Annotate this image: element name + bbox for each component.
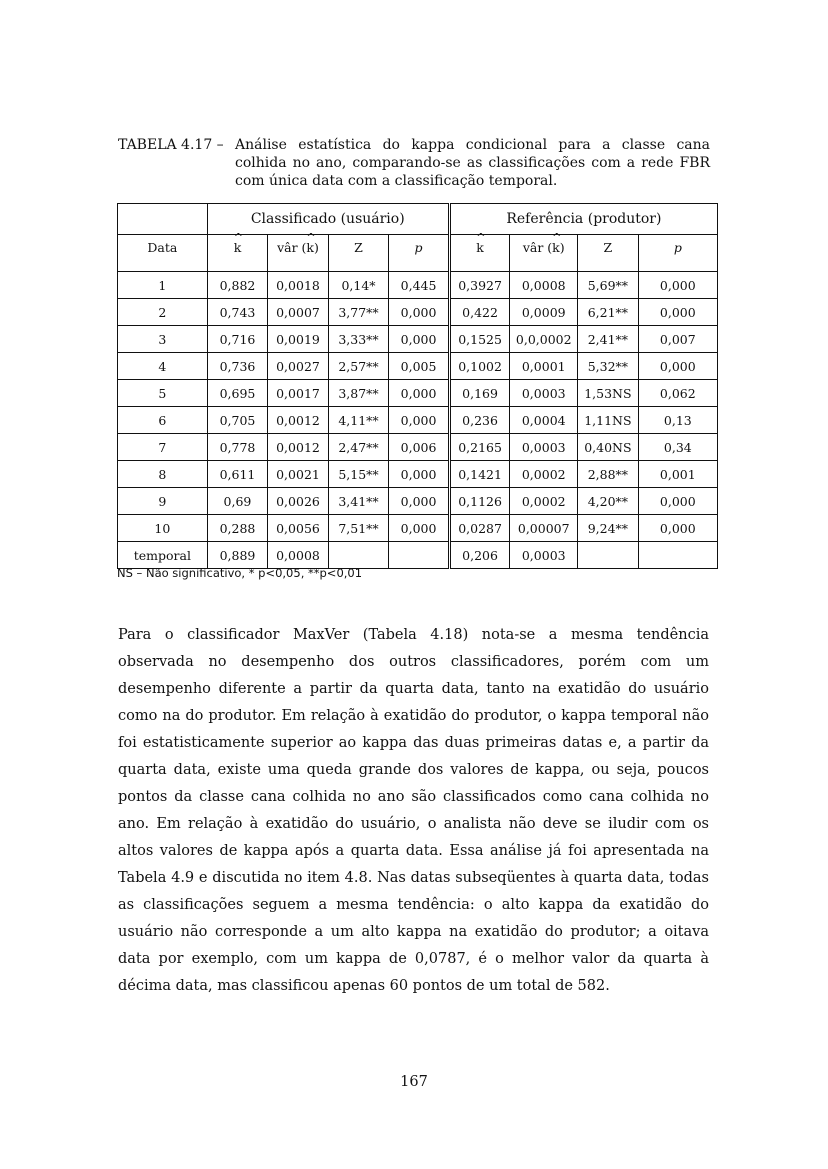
table-cell: 3,87** [328,380,389,407]
table-body [118,272,718,569]
table-cell: 8 [118,461,208,488]
table-cell: 0,236 [449,407,510,434]
table-cell: 0,000 [389,299,450,326]
table-row [118,380,718,407]
table-cell: 0,1525 [449,326,510,353]
table-cell: 0,0008 [510,272,578,299]
table-cell: 0,000 [638,353,717,380]
table-cell: 0,0009 [510,299,578,326]
body-paragraph: Para o classificador MaxVer (Tabela 4.18) nota-se a mesma tendência observada no desempenho dos outros classificadores, porém com um desempenho diferente a partir da quarta data, tanto na exatidão do usuário como na do produtor. Em relação à exatidão do produtor, o kappa temporal não foi estatisticamente superior ao kappa das duas primeiras datas e, a partir da quarta data, existe uma queda grande dos valores de kappa, ou seja, poucos pontos da classe cana colhida no ano são classificados como cana colhida no ano. Em relação à exatidão do usuário, o analista não deve se iludir com os altos valores de kappa após a quarta data. Essa análise já foi apresentada na Tabela 4.9 e discutida no item 4.8. Nas datas subseqüentes à quarta data, todas as classificações seguem a mesma tendência: o alto kappa da exatidão do usuário não corresponde a um alto kappa na exatidão do produtor; a oitava data por exemplo, com um kappa de 0,0787, é o melhor valor da quarta à décima data, mas classificou apenas 60 pontos de um total de 582. [118,627,709,994]
group-header-producer: Referência (produtor) [449,204,717,235]
table-cell: 3 [118,326,208,353]
table-cell: 0,14* [328,272,389,299]
table-cell: 0,0003 [510,380,578,407]
table-cell [638,542,717,569]
table-cell: 0,0287 [449,515,510,542]
table-row [118,515,718,542]
table-cell: 1,11NS [578,407,639,434]
table-cell: 0,40NS [578,434,639,461]
table-row [118,353,718,380]
table-cell: 0,001 [638,461,717,488]
table-caption-label: TABELA 4.17 – [118,137,224,153]
table-column-header-row [118,235,718,272]
table-row [118,488,718,515]
table-cell: 0,000 [389,515,450,542]
col-header-kappa-producer [449,235,510,272]
table-cell: 0,889 [207,542,268,569]
table-cell: 0,0004 [510,407,578,434]
table-cell: 0,0003 [510,434,578,461]
table-cell: 0,000 [389,326,450,353]
table-cell: 0,0002 [510,461,578,488]
var-label: vâr (^ k) [523,240,565,255]
table-cell: 0,000 [638,515,717,542]
table-cell: 9,24** [578,515,639,542]
kappa-hat-symbol: ^ k [234,240,242,255]
table-row [118,461,718,488]
table-cell: 2,47** [328,434,389,461]
table-cell: 0,000 [389,488,450,515]
table-cell: 0,288 [207,515,268,542]
table-cell: 0,000 [389,380,450,407]
table-cell: 10 [118,515,208,542]
table-cell: 0,0003 [510,542,578,569]
table-row [118,272,718,299]
table-cell: temporal [118,542,208,569]
table-cell [578,542,639,569]
table-cell: 0,34 [638,434,717,461]
table-cell: 0,00007 [510,515,578,542]
table-cell: 0,882 [207,272,268,299]
table-cell: 5 [118,380,208,407]
table-cell: 3,33** [328,326,389,353]
table-caption [118,136,710,190]
page-number: 167 [400,1074,428,1090]
col-header-p-producer: p [638,235,717,272]
table-cell: 0,0002 [510,488,578,515]
table-cell: 0,0007 [268,299,329,326]
table-cell: 0,445 [389,272,450,299]
table-cell: 0,1126 [449,488,510,515]
table-cell: 5,15** [328,461,389,488]
table-footnote: NS – Não significativo, * p<0,05, **p<0,01 [117,566,363,580]
kappa-table [117,203,718,569]
table-cell: 0,0012 [268,434,329,461]
table-cell: 0,716 [207,326,268,353]
table-cell: 0,000 [389,461,450,488]
table-cell: 1 [118,272,208,299]
var-label: vâr (^ k) [277,240,319,255]
table-cell: 0,0,0002 [510,326,578,353]
table-cell: 0,695 [207,380,268,407]
table-cell: 0,206 [449,542,510,569]
table-cell: 4,11** [328,407,389,434]
table-row [118,299,718,326]
table-group-header-row [118,204,718,235]
table-cell: 0,0027 [268,353,329,380]
table-cell: 0,006 [389,434,450,461]
table-cell: 0,3927 [449,272,510,299]
table-cell: 0,705 [207,407,268,434]
table-cell: 0,000 [389,407,450,434]
col-header-var-producer [510,235,578,272]
table-cell: 0,13 [638,407,717,434]
table-cell: 9 [118,488,208,515]
table-cell: 2,57** [328,353,389,380]
table-cell: 7,51** [328,515,389,542]
col-header-var-user [268,235,329,272]
table-row [118,542,718,569]
table-corner-cell [118,204,208,235]
table-cell: 0,0021 [268,461,329,488]
col-header-data: Data [118,235,208,272]
table-cell: 0,007 [638,326,717,353]
table-cell: 0,000 [638,299,717,326]
table-cell: 0,0026 [268,488,329,515]
table-cell: 0,0008 [268,542,329,569]
col-header-z-producer: Z [578,235,639,272]
table-cell: 0,0012 [268,407,329,434]
table-cell: 3,41** [328,488,389,515]
table-cell: 4 [118,353,208,380]
table-cell: 4,20** [578,488,639,515]
table-cell: 0,2165 [449,434,510,461]
table-cell: 0,000 [638,488,717,515]
kappa-hat-symbol: ^ k [306,240,314,255]
table-cell: 0,1421 [449,461,510,488]
col-header-kappa-user [207,235,268,272]
table-cell: 3,77** [328,299,389,326]
table-cell: 0,778 [207,434,268,461]
table-cell: 0,611 [207,461,268,488]
table-cell: 0,743 [207,299,268,326]
table-cell: 1,53NS [578,380,639,407]
table-row [118,326,718,353]
table-cell: 0,422 [449,299,510,326]
table-cell: 0,000 [638,272,717,299]
table-cell: 2 [118,299,208,326]
table-row [118,434,718,461]
table-cell: 0,0019 [268,326,329,353]
table-cell [328,542,389,569]
table-cell: 5,69** [578,272,639,299]
kappa-hat-symbol: ^ k [552,240,560,255]
kappa-hat-symbol: ^ k [476,240,484,255]
table-cell: 2,88** [578,461,639,488]
group-header-user: Classificado (usuário) [207,204,449,235]
table-cell: 5,32** [578,353,639,380]
table-cell [389,542,450,569]
table-cell: 6 [118,407,208,434]
table-cell: 0,0018 [268,272,329,299]
table-cell: 2,41** [578,326,639,353]
table-cell: 0,0001 [510,353,578,380]
table-cell: 0,736 [207,353,268,380]
table-row [118,407,718,434]
table-cell: 0,69 [207,488,268,515]
col-header-z-user: Z [328,235,389,272]
table-cell: 6,21** [578,299,639,326]
table-cell: 0,169 [449,380,510,407]
table-cell: 0,0056 [268,515,329,542]
col-header-p-user: p [389,235,450,272]
table-cell: 0,062 [638,380,717,407]
table-cell: 0,1002 [449,353,510,380]
table-cell: 7 [118,434,208,461]
table-cell: 0,005 [389,353,450,380]
table-cell: 0,0017 [268,380,329,407]
table-caption-text: Análise estatística do kappa condicional para a classe cana colhida no ano, comparando-se as classificações com a rede FBR com única data com a classificação temporal. [235,137,710,189]
